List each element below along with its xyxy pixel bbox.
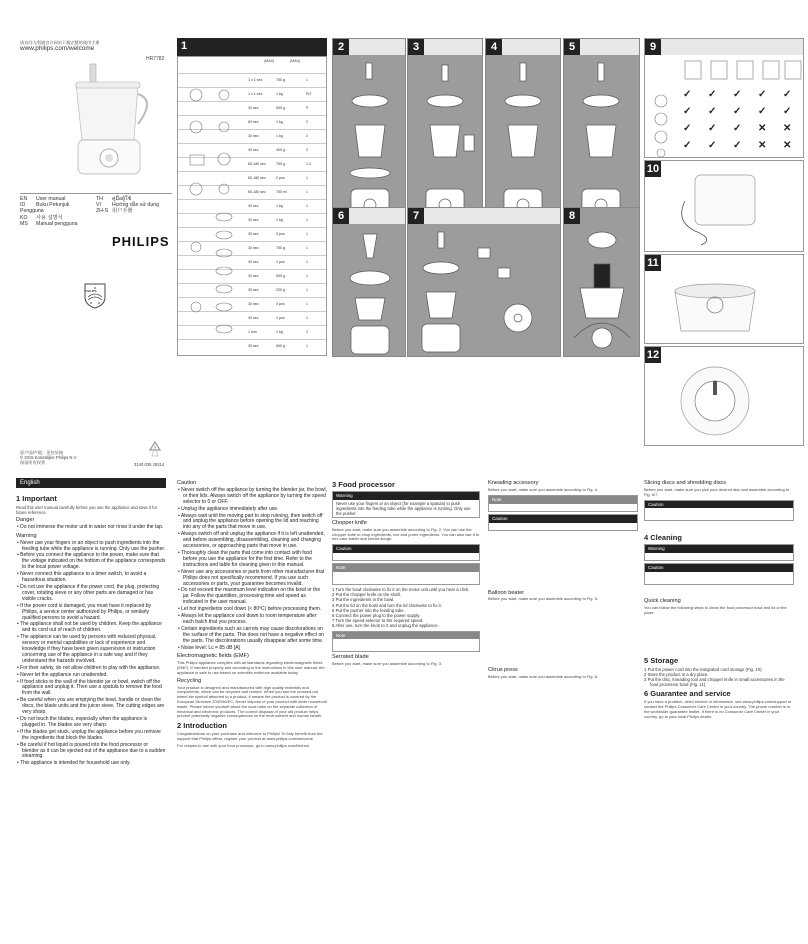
list-item: • This appliance is intended for household use only. — [17, 760, 131, 767]
compatibility-mark: ✓ — [733, 89, 742, 100]
compatibility-mark: ✓ — [758, 106, 767, 117]
table-cell: 30 sec — [248, 106, 259, 110]
list-item: • The appliance can be used by persons with reduced physical, sensory or mental capabilities or lack of experience and knowledge if they have been given supervision or instruction concerning use of the appliance in a safe way and if they understand the hazards involved. — [17, 634, 157, 664]
table-cell: 1 x 1 sec — [248, 92, 263, 96]
step-item: 3 Put the disc, kneading tool and chopper knife in small accessories in the food processor bowl (Fig. 11). — [644, 676, 785, 688]
table-cell: 30 sec — [248, 232, 259, 236]
table-cell: 1 min — [248, 330, 257, 334]
philips-wordmark: PHILIPS — [112, 234, 170, 249]
table-cell: 1 — [306, 344, 308, 348]
table-cell: 1 — [306, 176, 308, 180]
list-item: • Always switch off and unplug the appliance if it is left unattended, and before assembling, disassembling, cleaning and changing accessories, or approaching parts that move in use. — [178, 531, 325, 550]
table-cell: 500 g — [276, 274, 285, 278]
fig1-header — [177, 38, 327, 56]
list-item: • Always wait until the moving part to stop running, then switch off and unplug the appliance before opening the lid and reaching into any of the parts that move in use. — [178, 512, 323, 531]
table-cell: 1 kg — [276, 204, 283, 208]
compatibility-mark: ✓ — [783, 89, 792, 100]
table-cell: 1 — [306, 316, 308, 320]
shield-label: PHILIPS — [85, 289, 97, 293]
model-number: HR7782 — [146, 56, 165, 62]
fig-label-1: 1 — [181, 40, 188, 52]
compatibility-mark: ✕ — [783, 140, 792, 151]
list-item: • Never connect this appliance to a timer switch, to avoid a hazardous situation. — [17, 571, 147, 584]
table-cell: 30 sec — [248, 260, 259, 264]
table-cell: 60-180 sec — [248, 190, 266, 194]
table-cell: 1-2 — [306, 162, 312, 166]
compatibility-mark: ✓ — [683, 140, 692, 151]
figure-5: 5 — [563, 38, 640, 230]
footer-lines: 原产国/产地：见包装箱 © 2015 Koninklijke Philips N.V. 保留所有权利 — [20, 450, 78, 465]
table-cell: 1 — [306, 218, 308, 222]
table-cell: 2 — [306, 148, 308, 152]
figure-12: 12 — [644, 346, 804, 446]
table-cell: 500 g — [276, 344, 285, 348]
table-cell: 60-180 sec — [248, 176, 266, 180]
table-cell: 1 — [306, 302, 308, 306]
figure-3: 3 — [407, 38, 483, 230]
table-cell: 30 sec — [248, 288, 259, 292]
step-item: 1 Turn the bowl clockwise to fix it on the motor unit until you hear a click. — [332, 586, 470, 592]
table-cell: 1 kg — [276, 134, 283, 138]
list-item: • The appliance shall not be used by children. Keep the appliance and its cord out of reach of children. — [17, 621, 162, 634]
list-item: • Never use any accessories or parts from other manufacturer that Philips does not specifically recommend. If you use such accessories or parts, your guarantee becomes invalid. — [178, 568, 325, 587]
table-cell: 3 pcs — [276, 302, 285, 306]
table-cell: 2 — [306, 330, 308, 334]
compatibility-mark: ✕ — [758, 140, 767, 151]
list-item: • If the power cord is damaged, you must have it replaced by Philips, a service center authorized by Philips, or similarly qualified persons to avoid a hazard. — [17, 602, 152, 621]
figure-9: 9 ✓ ✓ ✓ ✓ ✓ ✓ ✓ ✓ ✓ ✓ ✓ ✓ ✓ ✕ ✕ ✓ ✓ ✓ ✕ ✕ — [644, 38, 804, 158]
table-cell: 30 sec — [248, 204, 259, 208]
table-cell: 750 g — [276, 78, 285, 82]
recycle-icon — [146, 440, 164, 458]
table-cell: 1 — [306, 288, 308, 292]
step-item: 7 Turn the speed selector to the required speed. — [332, 618, 424, 624]
compatibility-mark: ✓ — [708, 106, 717, 117]
figure-8: 8 — [563, 207, 640, 357]
figure-11: 11 — [644, 254, 804, 344]
list-item: • Certain ingredients such as carrots may cause discolorations on the surface of the parts. This does not have a negative effect on the parts. The discolorations usually disappear after some time. — [178, 625, 325, 644]
table-cell: 750 g — [276, 162, 285, 166]
table-cell: 1 — [306, 232, 308, 236]
compatibility-mark: ✓ — [708, 123, 717, 134]
table-cell: 750 ml — [276, 190, 287, 194]
list-item: • For their safety, do not allow children to play with the appliance. — [17, 664, 161, 671]
table-cell: 1 pcs — [276, 260, 285, 264]
list-item: • Never use your fingers or an object to push ingredients into the feeding tube while the appliance is running. Only use the pusher. — [17, 539, 166, 552]
compatibility-mark: ✕ — [783, 123, 792, 134]
table-cell: P — [306, 106, 309, 110]
table-cell: 2 pcs — [276, 176, 285, 180]
list-item: • If the blades get stuck, unplug the appliance before you remove the ingredients that block the blades. — [17, 728, 161, 741]
table-cell: 2 — [306, 120, 308, 124]
table-cell: 1 — [306, 190, 308, 194]
table-cell: 1 kg — [276, 92, 283, 96]
figure-7: 7 — [407, 207, 561, 357]
table-cell: 60 sec — [248, 120, 259, 124]
step-item: 8 After use, turn the knob to 0 and unplug the appliance. — [332, 623, 439, 629]
list-item: • Before you connect the appliance to the power, make sure that the voltage indicated on the bottom of the appliance corresponds to the local power voltage. — [17, 552, 166, 571]
list-item: • Do not use the appliance if the power cord, the plug, protecting cover, rotating sieve or any other parts are damaged or has visible cracks. — [17, 583, 160, 602]
list-item: • If food sticks to the wall of the blender jar or bowl, switch off the appliance and unplug it. Then use a spatula to remove the food from the wall. — [17, 678, 162, 697]
manual-column-1: 1 Important Read this user manual carefully before you use the appliance and save it for future reference. Danger • Do not immerse the motor unit in water nor rinse it under the tap. Warning • Never use your fingers or an object to push ingredients into the feeding tube while the appliance is running. Only use the pusher. • Before you connect the appliance to the power, make sure that the voltage indicated on the bottom of the appliance corresponds to the local power voltage. • Never connect this appliance to a timer switch, to avoid a hazardous situation. • Do not use the appliance if the power cord, the plug, protecting cover, rotating sieve or any other parts are damaged or has visible cracks. • If the power cord is damaged, you must have it replaced by Philips, a service center authorized by Philips, or similarly qualified persons to avoid a hazard. • The appliance shall not be used by children. Keep the appliance and its cord out of reach of children. • The appliance can be used by persons with reduced physical, sensory or mental capabilities or lack of experience and knowledge if they have been given supervision or instruction concerning use of the appliance in a safe way and if they understand the hazards involved. • For their safety, do not allow children to play with the appliance. • Never let the appliance run unattended. • If food sticks to the wall of the blender jar or bowl, switch off the appliance and unplug it. Then use a spatula to remove the food from the wall. • Be careful when you are emptying the bowl, handle or clean the discs, the blade units and the juicer sieve. The cutting edges are very sharp. • Do not touch the blades, especially when the appliance is plugged in. The blades are very sharp. • If the blades get stuck, unplug the appliance before you remove the ingredients that block the blades. • Be careful if hot liquid is poured into the food processor or blender as it can be ejected out of the appliance due to a sudden steaming. • This appliance is intended for household use only. — [16, 494, 166, 767]
step-item: 2 Put the chopper knife on the shaft. — [332, 592, 402, 598]
accessory-illustrations — [184, 77, 244, 349]
table-cell: 500 g — [276, 106, 285, 110]
table-cell: 1 — [306, 78, 308, 82]
table-cell: 750 g — [276, 246, 285, 250]
figure-10: 10 — [644, 160, 804, 252]
table-cell: 1 kg — [276, 120, 283, 124]
table-cell: 200 g — [276, 288, 285, 292]
english-section-bar: English — [16, 478, 166, 488]
table-cell: 1 x 1 sec — [248, 78, 263, 82]
table-cell: 30 sec — [248, 218, 259, 222]
step-item: 1 Put the power cord into the integrated cord storage (Fig. 10). — [644, 666, 763, 672]
list-item: • Always let the appliance cool down to room temperature after each batch that you process. — [178, 613, 317, 625]
compatibility-mark: ✓ — [733, 140, 742, 151]
figure-2: 2 — [332, 38, 406, 230]
table-cell: 30 sec — [248, 134, 259, 138]
table-cell: 1 — [306, 274, 308, 278]
list-item: • Be careful when you are emptying the bowl, handle or clean the discs, the blade units and the juicer sieve. The cutting edges are very sharp. — [17, 697, 165, 716]
table-cell: 30 sec — [248, 344, 259, 348]
list-item: • Never let the appliance run unattended. — [17, 671, 108, 678]
philips-shield-logo — [84, 283, 106, 309]
table-cell: 30 sec — [248, 316, 259, 320]
table-cell: 1 kg — [276, 330, 283, 334]
step-item: 5 Put the pusher into the feeding tube. — [332, 607, 405, 613]
manual-column-2: Caution • Never switch off the appliance by turning the blender jar, the bowl, or their lids. Always switch off the appliance by turning the speed selector to 0 or OFF. • Unplug the appliance immediately after use. • Always wait until the moving part to stop running, then switch off and unplug the appliance before opening the lid and reaching into any of the parts that move in use. • Always switch off and unplug the appliance if it is left unattended, and before assembling, disassembling, cleaning and changing accessories, or approaching parts that move in use. • Thoroughly clean the parts that come into contact with food before you use the appliance for the first time. Refer to the instructions and table for cleaning given in this manual. • Never use any accessories or parts from other manufacturer that Philips does not specifically recommend. If you use such accessories or parts, your guarantee becomes invalid. • Do not exceed the maximum level indication on the bowl or the jar. Follow the quantities, processing time and speed as indicated in the user manual. • Let hot ingredients cool down (< 80ºC) before processing them. • Always let the appliance cool down to room temperature after each batch that you process. • Certain ingredients such as carrots may cause discolorations on the surface of the parts. This does not have a negative effect on the parts. The discolorations usually disappear after some time. • Noise level: Lc = 85 dB [A] Electromagnetic fields (EMF) This Philips appliance complies with all standards regarding electromagnetic fields (EMF). If handled properly and according to the instructions in this user manual, the appliance is safe to use based on scientific evidence available today. Recycling Your product is designed and manufactured with high quality materials and components, which can be recycled and reused. When you see the crossed-out wheel bin symbol attached to a product, it means the product is covered by the European Directive 2002/96/EC. Never dispose of your product with other household waste. Please inform yourself about the local rules on the separate collection of electrical and electronic products. The correct disposal of your old product helps prevent potentially negative consequences on the environment and human health. 2 Introduction Congratulations on your purchase and welcome to Philips! To fully benefit from the support that Philips offers, register your product at www.philips.com/welcome. For recipes to use with your food processor, go to www.philips.com/kitchen. — [177, 480, 327, 748]
list-item: • Thoroughly clean the parts that come into contact with food before you use the appliance for the first time. Refer to the instructions and table for cleaning given in this manual. — [178, 549, 312, 568]
manual-column-3: 3 Food processor Warning Never use your fingers or an object (for example a spatula) to push ingredients into the feeding tube while the appliance is running. Only use the pusher. Chopper knife Before you start, make sure you assemble according to Fig. 2. You can use the chopper knife to chop ingredients, mix and puree ingredients. You can also use it to mix cake batter and knead dough. Caution Note 1 Turn the bowl clockwise to fix it on the motor unit until you hear a click. 2 Put the chopper knife on the shaft. 3 Put the ingredients in the bowl. 4 Put the lid on the bowl and turn the lid clockwise to fix it. 5 Put the pusher into the feeding tube. 6 Connect the power plug to the power supply. 7 Turn the speed selector to the required speed. 8 After use, turn the knob to 0 and unplug the appliance. Note Serrated blade Before you start, make sure you assemble according to Fig. 3. — [332, 480, 480, 667]
list-item: • Be careful if hot liquid is poured into the food processor or blender as it can be ejected out of the appliance due to a sudden steaming. — [17, 741, 166, 760]
compatibility-mark: ✓ — [683, 123, 692, 134]
table-cell: P/2 — [306, 92, 312, 96]
table-cell: 30 sec — [248, 148, 259, 152]
list-item: • Never switch off the appliance by turning the blender jar, the bowl, or their lids. Always switch off the appliance by turning the speed selector to 0 or OFF. — [178, 486, 327, 505]
step-item: 3 Put the ingredients in the bowl. — [332, 597, 395, 603]
compatibility-mark: ✓ — [733, 106, 742, 117]
table-cell: 1 kg — [276, 218, 283, 222]
table-cell: 1 — [306, 260, 308, 264]
compatibility-mark: ✕ — [758, 123, 767, 134]
table-cell: 3 pcs — [276, 232, 285, 236]
cover-top-text: 请访问飞利浦官方网站下载完整的使用手册 — [20, 40, 100, 45]
list-item: • Let hot ingredients cool down (< 80ºC) before processing them. — [178, 606, 322, 613]
step-item: 4 Put the lid on the bowl and turn the lid clockwise to fix it. — [332, 602, 442, 608]
table-cell: 1 pcs — [276, 316, 285, 320]
figure-4: 4 — [485, 38, 561, 230]
fig1-quantity-table: (MAX) (MAX) 1 x 1 sec 750 g 1 1 x 1 sec 1 kg P/2 30 sec 500 g P 60 sec 1 kg 2 30 sec 1 kg 2 30 sec 400 g 2 60-180 sec 750 g 1-2 60-180 sec 2 pcs 1 60-180 sec 750 ml 1 30 sec 1 kg 1 30 sec 1 kg 1 30 sec 3 pcs 1 30 sec 750 g 1 30 sec 1 pcs 1 30 sec 500 g 1 30 sec 200 g 1 30 sec 3 pcs 1 30 sec 1 pcs 1 1 min 1 kg 2 30 sec 500 g 1 — [177, 56, 327, 356]
compatibility-mark: ✓ — [708, 140, 717, 151]
list-item: • Unplug the appliance immediately after use. — [178, 505, 279, 512]
table-cell: 2 — [306, 134, 308, 138]
compatibility-mark: ✓ — [783, 106, 792, 117]
table-cell: 30 sec — [248, 246, 259, 250]
cover-url: www.philips.com/welcome — [20, 45, 95, 52]
food-processor-image — [60, 60, 170, 180]
list-item: • Noise level: Lc = 85 dB [A] — [178, 644, 240, 651]
step-item: 6 Connect the power plug to the power supply. — [332, 612, 421, 618]
manual-column-4: Kneading accessory Before you start, make sure you assemble according to Fig. 4. Note Caution Balloon beater Before you start, make sure you assemble according to Fig. 5. Citrus press Before you start, make sure you assemble according to Fig. 8. — [488, 478, 638, 680]
list-item: • Do not exceed the maximum level indication on the bowl or the jar. Follow the quantities, processing time and speed as indicated in the user manual. — [178, 587, 321, 606]
table-cell: 1 — [306, 204, 308, 208]
compatibility-mark: ✓ — [683, 89, 692, 100]
manual-column-5: Slicing discs and shredding discs Before you start, make sure you pick your desired disc and assemble according to Fig. 6/7. Caution 4 Cleaning Warning Caution Quick cleaning You can follow the following steps to clean the food processor bowl and lid or the juicer. 5 Storage 1 Put the power cord into the integrated cord storage (Fig. 10). 2 Store the product in a dry place. 3 Put the disc, kneading tool and chopper knife in small accessories in the food processor bowl (Fig. 11). 6 Guarantee and service If you have a problem, need service or information, see www.philips.com/support or contact the Philips Consumer Care Center in your country. The phone number is in the worldwide guarantee leaflet. If there is no Consumer Care Center in your country, go to your local Philips dealer. — [644, 478, 794, 719]
compatibility-mark: ✓ — [758, 89, 767, 100]
compatibility-mark: ✓ — [708, 89, 717, 100]
table-cell: 60-180 sec — [248, 162, 266, 166]
step-item: 2 Store the product in a dry place. — [644, 671, 709, 677]
list-item: • Do not touch the blades, especially when the appliance is plugged in. The blades are very sharp. — [17, 716, 148, 728]
table-cell: 30 sec — [248, 274, 259, 278]
table-cell: 1 — [306, 246, 308, 250]
table-cell: 30 sec — [248, 302, 259, 306]
compatibility-mark: ✓ — [733, 123, 742, 134]
table-cell: 400 g — [276, 148, 285, 152]
compatibility-mark: ✓ — [683, 106, 692, 117]
figure-6: 6 — [332, 207, 406, 357]
doc-number: 3140 035 29314 — [134, 462, 165, 467]
